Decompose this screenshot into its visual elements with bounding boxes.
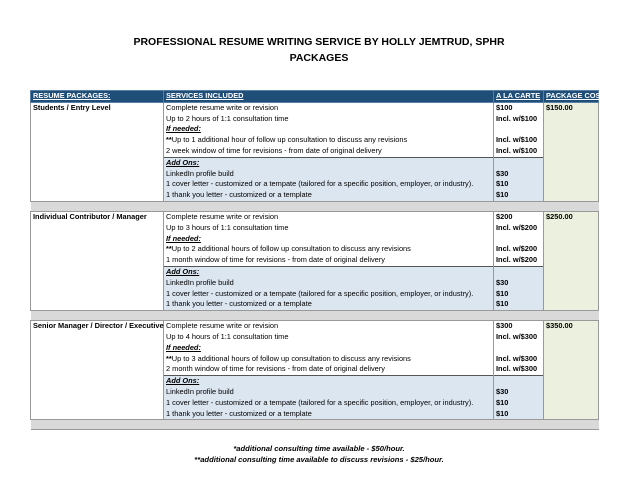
- service-cell: [164, 234, 494, 245]
- package-cost-cell: [544, 266, 599, 277]
- footnote-marker: **: [166, 244, 172, 254]
- a-la-carte-price: $10: [494, 409, 544, 420]
- package-cost-cell: [544, 398, 599, 409]
- service-cell: [164, 211, 494, 222]
- table-row: [31, 146, 599, 157]
- package-name-cell: [31, 299, 164, 310]
- separator-cell: [164, 311, 494, 321]
- service-cell: [164, 169, 494, 180]
- package-cost-cell: [544, 278, 599, 289]
- table-row: [31, 289, 599, 300]
- table-row: [31, 387, 599, 398]
- a-la-carte-price: [494, 376, 544, 387]
- package-name-cell: [31, 146, 164, 157]
- separator-cell: [544, 311, 599, 321]
- separator-row: [31, 201, 599, 211]
- package-cost-cell: [544, 255, 599, 266]
- a-la-carte-price: Incl. w/$200: [494, 255, 544, 266]
- service-cell: [164, 409, 494, 420]
- a-la-carte-price: $10: [494, 299, 544, 310]
- table-row: [31, 278, 599, 289]
- service-text: 1 cover letter - customized or a tempate (tailored for a specific position, employer, or industry).: [166, 397, 474, 407]
- service-text: Up to 2 hours of 1:1 consultation time: [166, 113, 289, 123]
- section-label: Add Ons:: [166, 157, 200, 167]
- package-cost: $350.00: [544, 321, 599, 332]
- package-name: Individual Contributor / Manager: [31, 211, 164, 222]
- table-row: [31, 179, 599, 190]
- footnote-marker: **: [166, 135, 172, 145]
- service-text: Up to 3 additional hours of follow up consultation to discuss any revisions: [171, 353, 411, 363]
- separator-cell: [31, 201, 164, 211]
- package-cost-cell: [544, 157, 599, 168]
- package-name-cell: [31, 278, 164, 289]
- service-text: 1 month window of time for revisions - from date of original delivery: [166, 255, 385, 265]
- table-row: [31, 244, 599, 255]
- separator-cell: [164, 420, 494, 430]
- package-name-cell: [31, 364, 164, 375]
- service-cell: [164, 157, 494, 168]
- a-la-carte-price: $10: [494, 398, 544, 409]
- package-name-cell: [31, 135, 164, 146]
- service-cell: [164, 190, 494, 201]
- a-la-carte-price: $30: [494, 387, 544, 398]
- service-text: Complete resume write or revision: [166, 321, 279, 331]
- service-cell: [164, 244, 494, 255]
- service-cell: [164, 102, 494, 113]
- service-cell: [164, 364, 494, 375]
- a-la-carte-price: [494, 266, 544, 277]
- service-text: LinkedIn profile build: [166, 386, 234, 396]
- package-cost: $250.00: [544, 211, 599, 222]
- package-name-cell: [31, 343, 164, 354]
- service-cell: [164, 255, 494, 266]
- separator-cell: [31, 311, 164, 321]
- package-cost-cell: [544, 299, 599, 310]
- service-text: 2 week window of time for revisions - from date of original delivery: [166, 145, 382, 155]
- a-la-carte-price: $30: [494, 278, 544, 289]
- package-cost-cell: [544, 409, 599, 420]
- package-cost-cell: [544, 289, 599, 300]
- service-text: 1 thank you letter - customized or a template: [166, 190, 312, 200]
- header-packages: RESUME PACKAGES:: [31, 91, 164, 103]
- package-cost-cell: [544, 387, 599, 398]
- package-name-cell: [31, 234, 164, 245]
- service-text: 2 month window of time for revisions - from date of original delivery: [166, 364, 385, 374]
- service-cell: [164, 332, 494, 343]
- package-name-cell: [31, 332, 164, 343]
- service-cell: [164, 387, 494, 398]
- table-row: [31, 190, 599, 201]
- package-cost-cell: [544, 376, 599, 387]
- a-la-carte-price: $10: [494, 289, 544, 300]
- table-row: [31, 354, 599, 365]
- separator-cell: [31, 420, 164, 430]
- table-row: [31, 223, 599, 234]
- package-name-cell: [31, 179, 164, 190]
- header-a-la-carte: A LA CARTE: [494, 91, 544, 103]
- package-name-cell: [31, 114, 164, 125]
- a-la-carte-price: Incl. w/$100: [494, 114, 544, 125]
- a-la-carte-price: $30: [494, 169, 544, 180]
- a-la-carte-price: Incl. w/$100: [494, 135, 544, 146]
- package-cost-cell: [544, 343, 599, 354]
- service-cell: [164, 124, 494, 135]
- table-row: [31, 332, 599, 343]
- package-cost-cell: [544, 223, 599, 234]
- package-name-cell: [31, 255, 164, 266]
- a-la-carte-price: [494, 157, 544, 168]
- packages-table-body: [31, 91, 605, 430]
- package-name-cell: [31, 289, 164, 300]
- package-name-cell: [31, 157, 164, 168]
- table-row: [31, 124, 599, 135]
- service-text: LinkedIn profile build: [166, 277, 234, 287]
- package-name-cell: [31, 387, 164, 398]
- package-name-cell: [31, 169, 164, 180]
- service-cell: [164, 289, 494, 300]
- a-la-carte-price: $200: [494, 211, 544, 222]
- package-name-cell: [31, 266, 164, 277]
- service-cell: [164, 299, 494, 310]
- package-name: Students / Entry Level: [31, 102, 164, 113]
- a-la-carte-price: Incl. w/$300: [494, 364, 544, 375]
- footnote-revisions: **additional consulting time available to discuss revisions - $25/hour.: [194, 455, 444, 464]
- page-subtitle: PACKAGES: [289, 52, 349, 64]
- package-name-cell: [31, 398, 164, 409]
- package-cost-cell: [544, 114, 599, 125]
- table-row: [31, 114, 599, 125]
- a-la-carte-price: Incl. w/$300: [494, 354, 544, 365]
- service-text: 1 cover letter - customized or a tempate (tailored for a specific position, employer, or industry).: [166, 179, 474, 189]
- service-cell: [164, 266, 494, 277]
- table-row: [31, 234, 599, 245]
- page-title: PROFESSIONAL RESUME WRITING SERVICE BY HOLLY JEMTRUD, SPHR: [133, 36, 505, 48]
- service-text: Complete resume write or revision: [166, 211, 279, 221]
- table-row: [31, 299, 599, 310]
- table-row: [31, 255, 599, 266]
- package-name-cell: [31, 409, 164, 420]
- a-la-carte-price: [494, 124, 544, 135]
- section-label: Add Ons:: [166, 376, 200, 386]
- service-text: LinkedIn profile build: [166, 168, 234, 178]
- separator-cell: [494, 311, 544, 321]
- packages-table: [30, 90, 605, 430]
- a-la-carte-price: $10: [494, 190, 544, 201]
- package-cost-cell: [544, 124, 599, 135]
- a-la-carte-price: Incl. w/$300: [494, 332, 544, 343]
- package-cost-cell: [544, 190, 599, 201]
- footnote-marker: **: [166, 353, 172, 363]
- table-row: [31, 364, 599, 375]
- a-la-carte-price: [494, 343, 544, 354]
- separator-cell: [494, 201, 544, 211]
- header-package-cost: PACKAGE COST: [544, 91, 599, 103]
- table-row: [31, 376, 599, 387]
- package-name-cell: [31, 376, 164, 387]
- table-row: [31, 321, 599, 332]
- a-la-carte-price: Incl. w/$100: [494, 146, 544, 157]
- service-cell: [164, 114, 494, 125]
- package-cost-cell: [544, 332, 599, 343]
- package-name-cell: [31, 354, 164, 365]
- service-cell: [164, 278, 494, 289]
- a-la-carte-price: Incl. w/$200: [494, 244, 544, 255]
- section-label: If needed:: [166, 342, 201, 352]
- service-cell: [164, 223, 494, 234]
- section-label: If needed:: [166, 233, 201, 243]
- package-cost-cell: [544, 135, 599, 146]
- service-cell: [164, 179, 494, 190]
- package-cost-cell: [544, 244, 599, 255]
- header-row: [31, 91, 599, 103]
- service-text: 1 thank you letter - customized or a template: [166, 408, 312, 418]
- package-name: Senior Manager / Director / Executive: [31, 321, 164, 332]
- service-cell: [164, 376, 494, 387]
- table-row: [31, 266, 599, 277]
- service-text: Up to 1 additional hour of follow up consultation to discuss any revisions: [171, 135, 408, 145]
- package-cost-cell: [544, 234, 599, 245]
- separator-cell: [544, 201, 599, 211]
- a-la-carte-price: [494, 234, 544, 245]
- table-row: [31, 169, 599, 180]
- service-text: 1 thank you letter - customized or a template: [166, 299, 312, 309]
- package-cost-cell: [544, 179, 599, 190]
- a-la-carte-price: Incl. w/$200: [494, 223, 544, 234]
- package-name-cell: [31, 190, 164, 201]
- table-row: [31, 211, 599, 222]
- package-cost-cell: [544, 364, 599, 375]
- package-cost-cell: [544, 169, 599, 180]
- table-row: [31, 409, 599, 420]
- package-name-cell: [31, 244, 164, 255]
- service-cell: [164, 146, 494, 157]
- package-name-cell: [31, 124, 164, 135]
- table-row: [31, 343, 599, 354]
- service-cell: [164, 398, 494, 409]
- section-label: If needed:: [166, 124, 201, 134]
- separator-cell: [494, 420, 544, 430]
- service-cell: [164, 135, 494, 146]
- package-name-cell: [31, 223, 164, 234]
- a-la-carte-price: $10: [494, 179, 544, 190]
- a-la-carte-price: $300: [494, 321, 544, 332]
- service-cell: [164, 354, 494, 365]
- package-cost-cell: [544, 146, 599, 157]
- service-text: 1 cover letter - customized or a tempate (tailored for a specific position, employer, or industry).: [166, 288, 474, 298]
- package-cost-cell: [544, 354, 599, 365]
- separator-row: [31, 311, 599, 321]
- table-row: [31, 135, 599, 146]
- service-cell: [164, 321, 494, 332]
- separator-cell: [544, 420, 599, 430]
- table-row: [31, 102, 599, 113]
- package-cost: $150.00: [544, 102, 599, 113]
- table-row: [31, 398, 599, 409]
- service-text: Up to 2 additional hours of follow up consultation to discuss any revisions: [171, 244, 411, 254]
- section-label: Add Ons:: [166, 266, 200, 276]
- service-text: Up to 3 hours of 1:1 consultation time: [166, 222, 289, 232]
- service-text: Complete resume write or revision: [166, 102, 279, 112]
- a-la-carte-price: $100: [494, 102, 544, 113]
- service-cell: [164, 343, 494, 354]
- footnote-consulting: *additional consulting time available - $50/hour.: [233, 444, 405, 453]
- table-row: [31, 157, 599, 168]
- header-services: SERVICES INCLUDED: [164, 91, 494, 103]
- separator-row: [31, 420, 599, 430]
- service-text: Up to 4 hours of 1:1 consultation time: [166, 331, 289, 341]
- separator-cell: [164, 201, 494, 211]
